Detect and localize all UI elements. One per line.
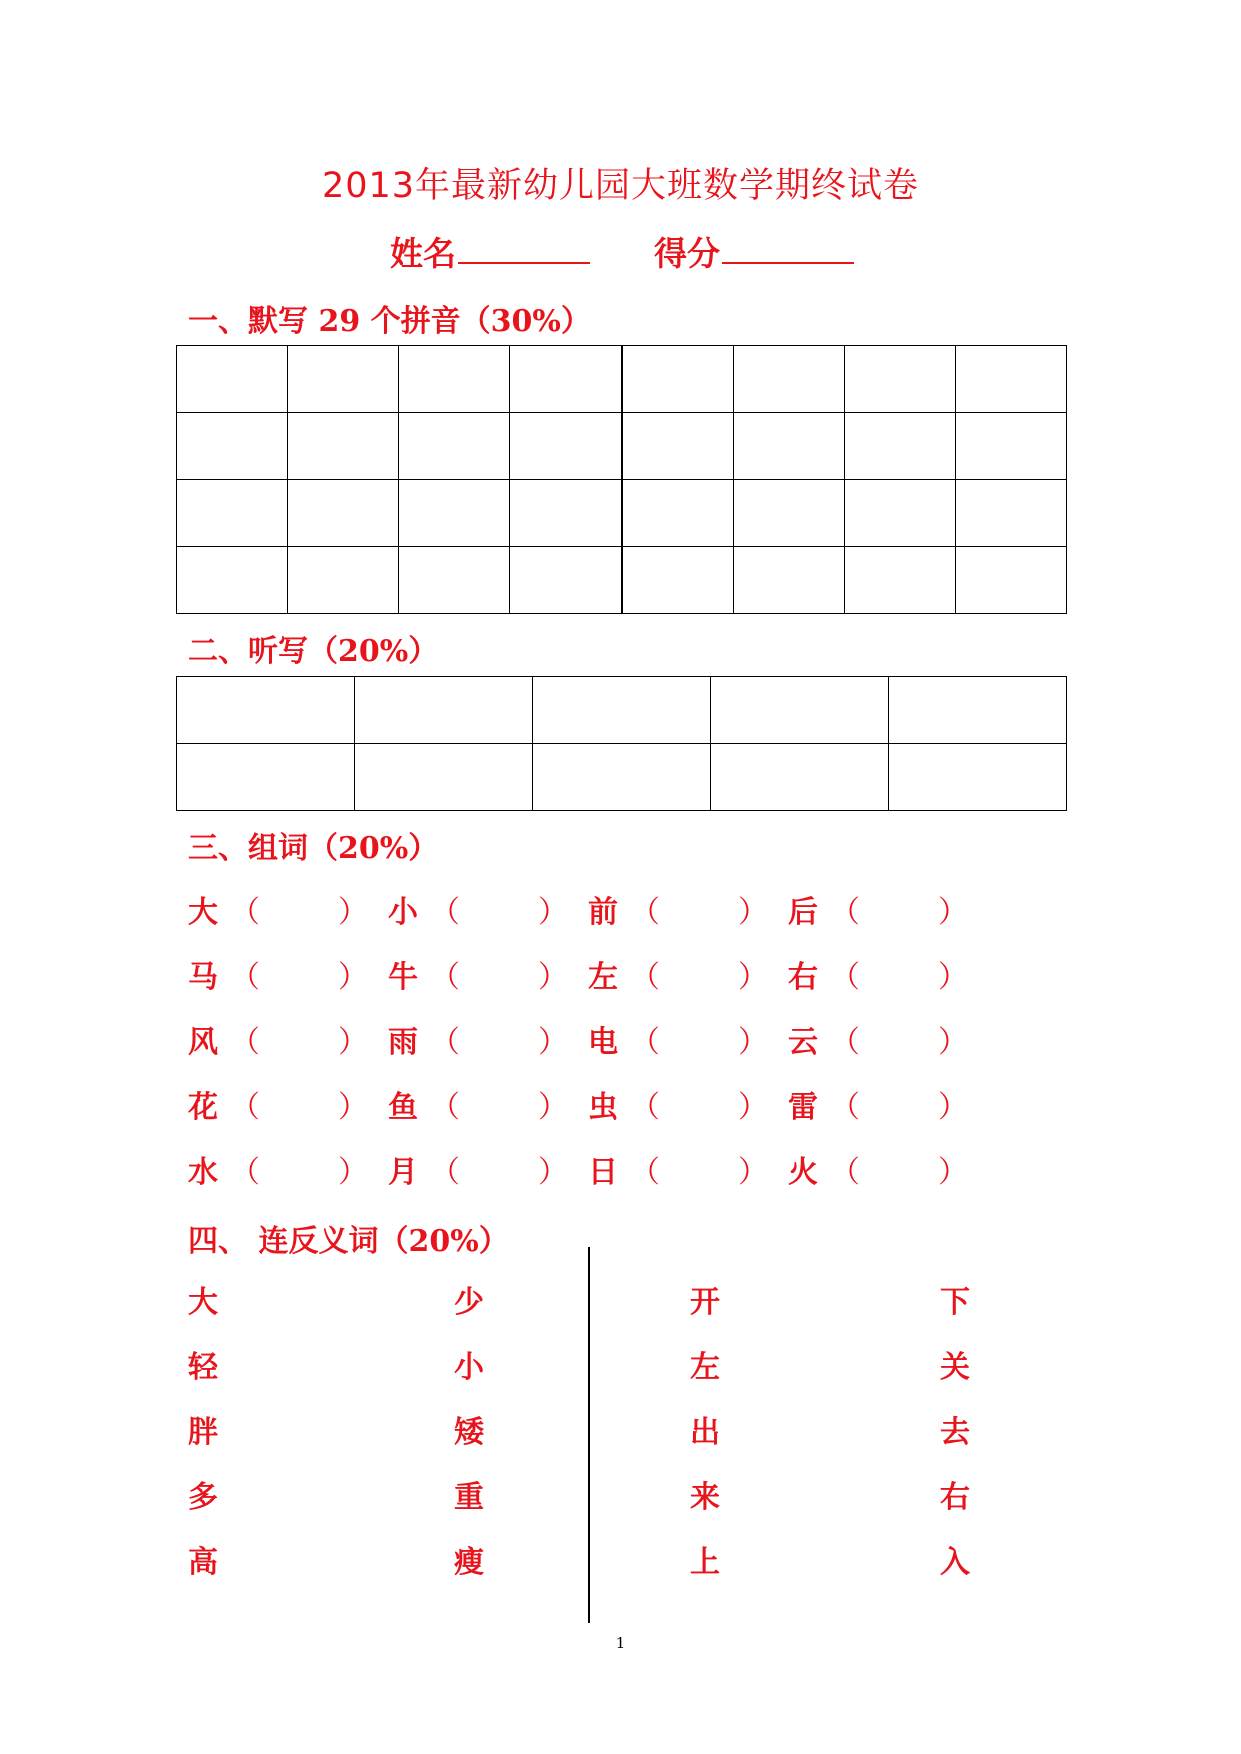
combo-character: 后 (788, 895, 818, 930)
open-paren: （ (230, 1155, 260, 1190)
pinyin-cell[interactable] (733, 413, 844, 480)
open-paren: （ (430, 1090, 460, 1125)
pinyin-cell[interactable] (622, 547, 734, 614)
open-paren: （ (430, 1155, 460, 1190)
word-combo-row (188, 887, 1088, 930)
pinyin-cell[interactable] (733, 346, 844, 413)
open-paren: （ (830, 1025, 860, 1060)
pinyin-cell[interactable] (399, 480, 510, 547)
close-paren: ） (538, 1090, 568, 1125)
pinyin-cell[interactable] (844, 413, 955, 480)
combo-character: 鱼 (388, 1090, 418, 1125)
open-paren: （ (830, 960, 860, 995)
dictation-cell[interactable] (355, 744, 533, 811)
close-paren: ） (338, 1090, 368, 1125)
pinyin-grid (176, 345, 1067, 614)
pinyin-grid-row (177, 547, 1067, 614)
close-paren: ） (738, 895, 768, 930)
pinyin-cell[interactable] (733, 547, 844, 614)
name-blank[interactable] (458, 228, 590, 264)
section-2-heading: 二、听写（20%） (188, 634, 439, 669)
combo-character: 云 (788, 1025, 818, 1060)
antonym-word-col3[interactable]: 上 (690, 1545, 720, 1580)
dictation-cell[interactable] (889, 744, 1067, 811)
dictation-cell[interactable] (355, 677, 533, 744)
pinyin-grid-row (177, 346, 1067, 413)
pinyin-cell[interactable] (177, 346, 288, 413)
combo-character: 花 (188, 1090, 218, 1125)
combo-character: 风 (188, 1025, 218, 1060)
close-paren: ） (738, 1090, 768, 1125)
word-combo-row (188, 1017, 1088, 1060)
open-paren: （ (230, 895, 260, 930)
dictation-cell[interactable] (177, 677, 355, 744)
combo-character: 前 (588, 895, 618, 930)
section-3-heading: 三、组词（20%） (188, 831, 439, 866)
open-paren: （ (630, 960, 660, 995)
close-paren: ） (938, 895, 968, 930)
pinyin-cell[interactable] (510, 480, 622, 547)
pinyin-cell[interactable] (177, 547, 288, 614)
dictation-cell[interactable] (889, 677, 1067, 744)
antonym-word-col1[interactable]: 高 (188, 1545, 218, 1580)
antonym-word-col2[interactable]: 瘦 (454, 1545, 484, 1580)
antonym-word-col2[interactable]: 少 (454, 1285, 484, 1320)
close-paren: ） (938, 1155, 968, 1190)
open-paren: （ (630, 895, 660, 930)
combo-character: 小 (388, 895, 418, 930)
antonym-word-col2[interactable]: 矮 (454, 1415, 484, 1450)
combo-character: 水 (188, 1155, 218, 1190)
combo-character: 马 (188, 960, 218, 995)
name-score-row (390, 228, 890, 275)
section-4-heading: 四、 连反义词（20%） (188, 1224, 509, 1259)
antonym-word-col4[interactable]: 关 (940, 1350, 970, 1385)
dictation-grid-row (177, 744, 1067, 811)
combo-character: 大 (188, 895, 218, 930)
open-paren: （ (430, 960, 460, 995)
dictation-cell[interactable] (533, 744, 711, 811)
pinyin-cell[interactable] (510, 413, 622, 480)
pinyin-cell[interactable] (844, 480, 955, 547)
dictation-cell[interactable] (711, 744, 889, 811)
page-title: 2013年最新幼儿园大班数学期终试卷 (321, 166, 920, 206)
pinyin-cell[interactable] (288, 413, 399, 480)
pinyin-cell[interactable] (955, 346, 1066, 413)
antonym-word-col3[interactable]: 左 (690, 1350, 720, 1385)
pinyin-cell[interactable] (399, 547, 510, 614)
dictation-cell[interactable] (711, 677, 889, 744)
open-paren: （ (630, 1090, 660, 1125)
word-combo-row (188, 952, 1088, 995)
pinyin-cell[interactable] (622, 346, 734, 413)
antonym-word-col1[interactable]: 大 (188, 1285, 218, 1320)
page-number: 1 (615, 1634, 626, 1652)
combo-character: 火 (788, 1155, 818, 1190)
combo-character: 月 (388, 1155, 418, 1190)
antonym-word-col1[interactable]: 轻 (188, 1350, 218, 1385)
antonym-word-col3[interactable]: 开 (690, 1285, 720, 1320)
combo-character: 雨 (388, 1025, 418, 1060)
antonym-word-col4[interactable]: 下 (940, 1285, 970, 1320)
close-paren: ） (738, 1155, 768, 1190)
pinyin-cell[interactable] (622, 480, 734, 547)
pinyin-cell[interactable] (844, 346, 955, 413)
close-paren: ） (538, 895, 568, 930)
dictation-cell[interactable] (177, 744, 355, 811)
pinyin-cell[interactable] (622, 413, 734, 480)
pinyin-cell[interactable] (177, 480, 288, 547)
word-combo-row (188, 1082, 1088, 1125)
antonym-word-col3[interactable]: 出 (690, 1415, 720, 1450)
pinyin-cell[interactable] (288, 480, 399, 547)
open-paren: （ (430, 895, 460, 930)
close-paren: ） (938, 960, 968, 995)
pinyin-cell[interactable] (844, 547, 955, 614)
close-paren: ） (538, 1025, 568, 1060)
antonym-word-col2[interactable]: 小 (454, 1350, 484, 1385)
pinyin-cell[interactable] (399, 346, 510, 413)
open-paren: （ (630, 1025, 660, 1060)
pinyin-cell[interactable] (288, 346, 399, 413)
name-label: 姓名 (390, 234, 456, 273)
word-combo-row (188, 1147, 1088, 1190)
close-paren: ） (538, 960, 568, 995)
pinyin-cell[interactable] (510, 547, 622, 614)
antonym-word-col1[interactable]: 多 (188, 1480, 218, 1515)
antonym-word-col3[interactable]: 来 (690, 1480, 720, 1515)
dictation-grid-row (177, 677, 1067, 744)
open-paren: （ (230, 960, 260, 995)
pinyin-grid-row (177, 413, 1067, 480)
pinyin-cell[interactable] (733, 480, 844, 547)
open-paren: （ (230, 1025, 260, 1060)
dictation-cell[interactable] (533, 677, 711, 744)
close-paren: ） (938, 1025, 968, 1060)
combo-character: 左 (588, 960, 618, 995)
pinyin-cell[interactable] (288, 547, 399, 614)
open-paren: （ (830, 895, 860, 930)
combo-character: 日 (588, 1155, 618, 1190)
dictation-grid (176, 676, 1067, 811)
pinyin-cell[interactable] (510, 346, 622, 413)
combo-character: 虫 (588, 1090, 618, 1125)
close-paren: ） (338, 1155, 368, 1190)
close-paren: ） (938, 1090, 968, 1125)
section-1-heading: 一、默写 29 个拼音（30%） (188, 304, 591, 339)
close-paren: ） (338, 960, 368, 995)
close-paren: ） (738, 1025, 768, 1060)
open-paren: （ (630, 1155, 660, 1190)
antonym-word-col4[interactable]: 入 (940, 1545, 970, 1580)
close-paren: ） (738, 960, 768, 995)
close-paren: ） (338, 1025, 368, 1060)
close-paren: ） (338, 895, 368, 930)
combo-character: 牛 (388, 960, 418, 995)
antonym-word-col4[interactable]: 右 (940, 1480, 970, 1515)
pinyin-cell[interactable] (955, 413, 1066, 480)
combo-character: 右 (788, 960, 818, 995)
antonym-word-col2[interactable]: 重 (454, 1480, 484, 1515)
open-paren: （ (230, 1090, 260, 1125)
pinyin-cell[interactable] (955, 480, 1066, 547)
pinyin-cell[interactable] (177, 413, 288, 480)
combo-character: 电 (588, 1025, 618, 1060)
combo-character: 雷 (788, 1090, 818, 1125)
divider-line (588, 1247, 590, 1623)
score-blank[interactable] (722, 228, 854, 264)
score-label: 得分 (654, 234, 720, 273)
pinyin-cell[interactable] (399, 413, 510, 480)
antonym-word-col4[interactable]: 去 (940, 1415, 970, 1450)
open-paren: （ (430, 1025, 460, 1060)
antonym-word-col1[interactable]: 胖 (188, 1415, 218, 1450)
pinyin-grid-row (177, 480, 1067, 547)
open-paren: （ (830, 1155, 860, 1190)
pinyin-cell[interactable] (955, 547, 1066, 614)
close-paren: ） (538, 1155, 568, 1190)
open-paren: （ (830, 1090, 860, 1125)
